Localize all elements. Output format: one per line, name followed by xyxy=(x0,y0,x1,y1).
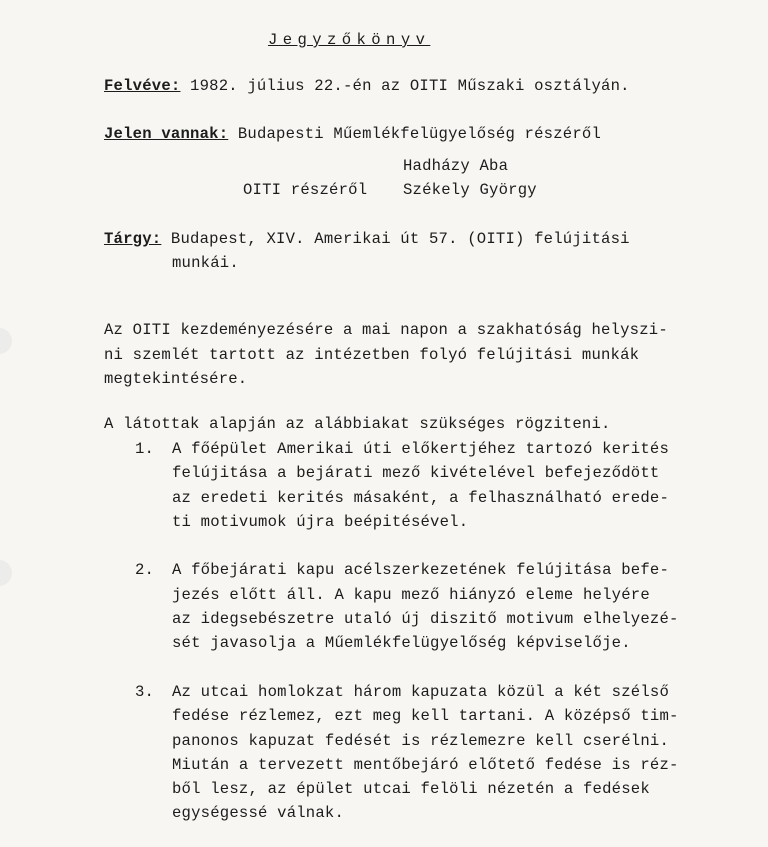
jelen-line1: Budapesti Műemlékfelügyelőség részéről xyxy=(237,125,602,143)
felveve-label: Felvéve: xyxy=(104,77,181,95)
item-line: sét javasolja a Műemlékfelügyelőség képviselője. xyxy=(172,634,631,652)
targy-row xyxy=(104,229,630,249)
oiti-reszerol: OITI részéről xyxy=(243,181,368,199)
item-number: 1. xyxy=(135,440,155,458)
targy-line2: munkái. xyxy=(172,254,239,272)
document-title: Jegyzőkönyv xyxy=(268,31,431,49)
item-line: Miután a tervezett mentőbejáró előtető fedése is réz- xyxy=(172,756,679,774)
item-line: jezés előtt áll. A kapu mező hiányzó eleme helyére xyxy=(172,586,650,604)
item-line: egységessé válnak. xyxy=(172,804,345,822)
item-line: az idegsebészetre utaló új diszitő motivum elhelyezé- xyxy=(172,610,679,628)
jelen-name1: Hadházy Aba xyxy=(403,157,509,175)
jelen-row xyxy=(104,124,601,144)
targy-label: Tárgy: xyxy=(104,230,162,248)
intro-line: ni szemlét tartott az intézetben folyó felújitási munkák xyxy=(104,346,640,364)
item-line: A főépület Amerikai úti előkertjéhez tartozó kerités xyxy=(172,440,670,458)
item-line: ti motivumok újra beépitésével. xyxy=(172,513,469,531)
item-line: az eredeti kerités másaként, a felhasználható erede- xyxy=(172,489,670,507)
jelen-label: Jelen vannak: xyxy=(104,125,229,143)
targy-line1: Budapest, XIV. Amerikai út 57. (OITI) felújitási xyxy=(170,230,630,248)
jelen-name2: Székely György xyxy=(403,181,537,199)
item-line: panonos kapuzat fedését is rézlemezre kell cserélni. xyxy=(172,732,670,750)
item-line: A főbejárati kapu acélszerkezetének felújitása befe- xyxy=(172,561,670,579)
item-line: fedése rézlemez, ezt meg kell tartani. A középső tim- xyxy=(172,707,679,725)
item-line: ből lesz, az épület utcai felöli nézetén a fedések xyxy=(172,780,650,798)
intro-line: Az OITI kezdeményezésére a mai napon a szakhatóság helyszi- xyxy=(104,321,668,339)
item-line: felújitása a bejárati mező kivételével befejeződött xyxy=(172,464,660,482)
felveve-row xyxy=(104,76,630,96)
item-line: Az utcai homlokzat három kapuzata közül a két szélső xyxy=(172,683,670,701)
item-number: 3. xyxy=(135,683,155,701)
seen-line: A látottak alapján az alábbiakat szükséges rögziteni. xyxy=(104,415,611,433)
item-number: 2. xyxy=(135,561,155,579)
felveve-text: 1982. július 22.-én az OITI Műszaki osztályán. xyxy=(190,77,630,95)
intro-line: megtekintésére. xyxy=(104,370,248,388)
punch-hole xyxy=(0,560,12,586)
punch-hole xyxy=(0,328,12,354)
